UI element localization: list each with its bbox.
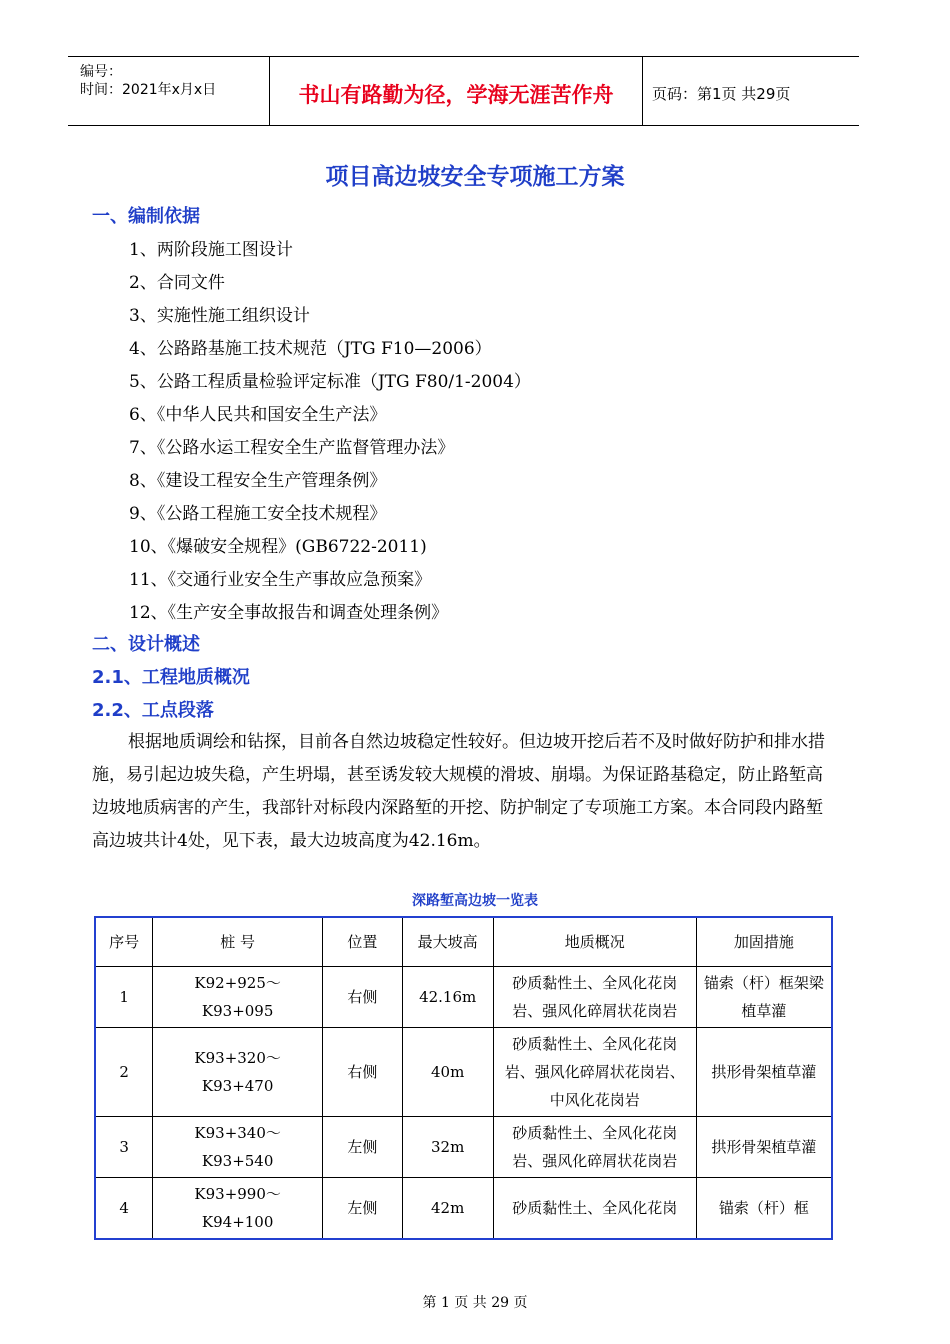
table-header-row	[95, 917, 832, 967]
table-cell: 2	[95, 1028, 153, 1117]
basis-item: 7、《公路水运工程安全生产监督管理办法》	[129, 438, 455, 458]
table-cell: 4	[95, 1178, 153, 1240]
table-cell: 拱形骨架植草灌	[696, 1028, 832, 1117]
table-row	[95, 1117, 832, 1178]
basis-item: 12、《生产安全事故报告和调查处理条例》	[129, 603, 449, 623]
subsection-geology: 2.1、工程地质概况	[92, 667, 250, 688]
table-cell: 3	[95, 1117, 153, 1178]
header-center-cell	[270, 57, 643, 125]
basis-item: 6、《中华人民共和国安全生产法》	[129, 405, 387, 425]
table-cell: 砂质黏性土、全风化花岗岩、强风化碎屑状花岗岩	[493, 967, 696, 1028]
table-cell: 砂质黏性土、全风化花岗岩、强风化碎屑状花岗岩	[493, 1117, 696, 1178]
page-footer: 第 1 页 共 29 页	[422, 1295, 528, 1311]
document-time-label: 时间：2021年x月x日	[80, 82, 217, 98]
subsection-segments: 2.2、工点段落	[92, 700, 214, 721]
section-heading-basis: 一、编制依据	[92, 206, 200, 227]
basis-item: 4、公路路基施工技术规范（JTG F10—2006）	[129, 339, 492, 359]
table-cell: 1	[95, 967, 153, 1028]
column-header: 序号	[95, 917, 153, 967]
basis-item: 8、《建设工程安全生产管理条例》	[129, 471, 387, 491]
basis-item: 10、《爆破安全规程》(GB6722-2011)	[129, 537, 427, 557]
basis-item: 5、公路工程质量检验评定标准（JTG F80/1-2004）	[129, 372, 531, 392]
basis-item: 3、实施性施工组织设计	[129, 306, 310, 326]
column-header: 加固措施	[696, 917, 832, 967]
table-cell: 40m	[402, 1028, 493, 1117]
document-header	[68, 56, 859, 126]
table-cell: K93+340～K93+540	[153, 1117, 323, 1178]
table-row	[95, 1028, 832, 1117]
table-cell: 32m	[402, 1117, 493, 1178]
basis-item: 9、《公路工程施工安全技术规程》	[129, 504, 387, 524]
table-caption: 深路堑高边坡一览表	[412, 893, 538, 909]
basis-item: 1、两阶段施工图设计	[129, 240, 293, 260]
header-page-info: 页码：第1页 共29页	[652, 85, 791, 103]
column-header: 最大坡高	[402, 917, 493, 967]
column-header: 位置	[322, 917, 402, 967]
document-code-label: 编号：	[80, 64, 122, 80]
segments-paragraph	[92, 726, 832, 858]
table-cell: 砂质黏性土、全风化花岗	[493, 1178, 696, 1240]
table-cell: 42.16m	[402, 967, 493, 1028]
table-cell: K92+925～K93+095	[153, 967, 323, 1028]
table-cell: 左侧	[322, 1178, 402, 1240]
column-header: 地质概况	[493, 917, 696, 967]
table-cell: 42m	[402, 1178, 493, 1240]
basis-item: 2、合同文件	[129, 273, 225, 293]
table-cell: K93+320～K93+470	[153, 1028, 323, 1117]
table-row	[95, 967, 832, 1028]
slope-table	[94, 916, 833, 1240]
table-row	[95, 1178, 832, 1240]
table-cell: 锚索（杆）框架梁植草灌	[696, 967, 832, 1028]
table-cell: K93+990～K94+100	[153, 1178, 323, 1240]
column-header: 桩 号	[153, 917, 323, 967]
section-heading-design: 二、设计概述	[92, 634, 200, 655]
document-title: 项目高边坡安全专项施工方案	[325, 164, 625, 190]
table-cell: 右侧	[322, 967, 402, 1028]
table-cell: 砂质黏性土、全风化花岗岩、强风化碎屑状花岗岩、中风化花岗岩	[493, 1028, 696, 1117]
basis-item: 11、《交通行业安全生产事故应急预案》	[129, 570, 432, 590]
table-cell: 右侧	[322, 1028, 402, 1117]
header-motto: 书山有路勤为径，学海无涯苦作舟	[298, 83, 614, 107]
table-cell: 左侧	[322, 1117, 402, 1178]
paragraph-text: 根据地质调绘和钻探，目前各自然边坡稳定性较好。但边坡开挖后若不及时做好防护和排水措施，易引起边坡失稳，产生坍塌，甚至诱发较大规模的滑坡、崩塌。为保证路基稳定，防止路堑高边坡地质病害的产生，我部针对标段内深路堑的开挖、防护制定了专项施工方案。本合同段内路堑高边坡共计4处，见下表，最大边坡高度为42.16m。	[92, 732, 825, 851]
header-left-cell	[68, 57, 270, 125]
table-cell: 拱形骨架植草灌	[696, 1117, 832, 1178]
table-cell: 锚索（杆）框	[696, 1178, 832, 1240]
